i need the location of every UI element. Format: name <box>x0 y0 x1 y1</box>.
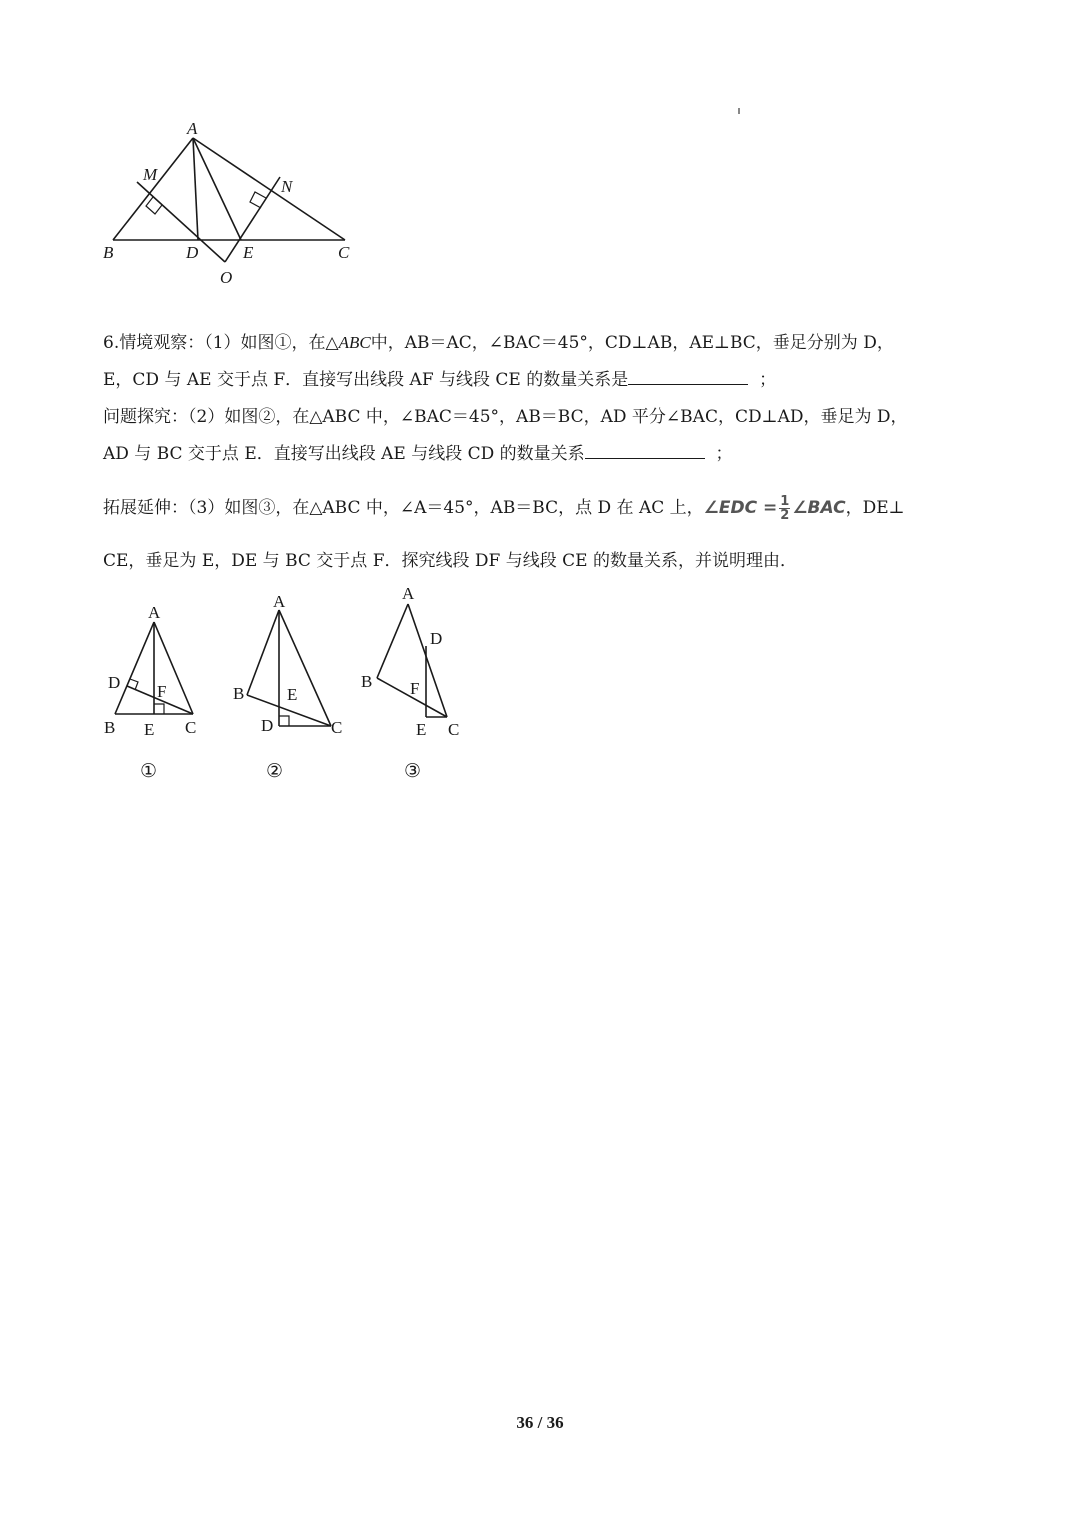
fig3-label-F: F <box>410 679 420 698</box>
fig2-label-C: C <box>331 718 343 737</box>
fig1-AB <box>115 622 154 714</box>
frac-den: 2 <box>780 508 790 523</box>
problem-line-3 <box>103 403 983 431</box>
problem-line-5 <box>103 494 983 522</box>
line6-text: CE，垂足为 E，DE 与 BC 交于点 F．探究线段 DF 与线段 CE 的数量关系，并说明理由． <box>103 551 797 571</box>
problem-line-6 <box>103 547 983 575</box>
segment-AC <box>193 138 345 240</box>
fig2-label-E: E <box>287 685 298 704</box>
fig3-label-D: D <box>430 629 443 648</box>
right-angle-N <box>250 192 266 208</box>
line4-end: ； <box>715 444 733 464</box>
fig3-label-A: A <box>402 584 415 603</box>
line4-text: AD 与 BC 交于点 E．直接写出线段 AE 与线段 CD 的数量关系 <box>103 444 585 464</box>
label-B: B <box>103 243 114 262</box>
caption-fig-2: ② <box>266 760 284 782</box>
answer-blank-2[interactable] <box>585 440 705 459</box>
fig1-label-E: E <box>144 720 155 739</box>
fig3-AC <box>408 604 447 717</box>
fig1-label-A: A <box>148 603 161 622</box>
fig3-label-E: E <box>416 720 427 739</box>
line3-text: 问题探究：（2）如图②，在△ABC 中，∠BAC＝45°，AB＝BC，AD 平分∠BAC，CD⊥AD，垂足为 D， <box>103 407 908 427</box>
angle-EDC: ∠EDC = <box>703 498 778 518</box>
answer-blank-1[interactable] <box>628 366 748 385</box>
line5-text: 拓展延伸：（3）如图③，在△ABC 中，∠A＝45°，AB＝BC，点 D 在 AC 上， <box>103 498 704 518</box>
fig2-label-D: D <box>261 716 274 735</box>
line1-rest: 中，AB＝AC，∠BAC＝45°，CD⊥AB，AE⊥BC，垂足分别为 D， <box>370 333 894 353</box>
figure-3 <box>355 580 470 740</box>
problem-line-1 <box>103 329 983 357</box>
fig2-right-angle-D <box>279 716 289 726</box>
line1-prefix: 6.情境观察：（1）如图①，在△ <box>103 333 339 353</box>
fig2-label-B: B <box>233 684 245 703</box>
segment-AB <box>113 138 193 240</box>
frac-num: 1 <box>780 494 790 509</box>
line-MO <box>137 182 225 262</box>
label-E: E <box>243 243 254 262</box>
fig2-AB <box>247 610 279 695</box>
fig3-label-C: C <box>448 720 460 739</box>
label-A: A <box>187 119 198 138</box>
line1-tri: ABC <box>338 333 371 352</box>
fig1-label-F: F <box>157 682 167 701</box>
problem-line-4 <box>103 440 983 468</box>
line2-text: E，CD 与 AE 交于点 F．直接写出线段 AF 与线段 CE 的数量关系是 <box>103 370 629 390</box>
fig1-label-B: B <box>104 718 116 737</box>
right-angle-M <box>146 197 162 214</box>
line5-end: ，DE⊥ <box>845 498 905 518</box>
segment-AD <box>193 138 198 240</box>
fig1-right-angle-E <box>154 704 164 714</box>
figure-2 <box>225 590 355 740</box>
fig3-AB <box>377 604 408 678</box>
fig1-label-C: C <box>185 718 197 737</box>
problem-line-2 <box>103 366 983 394</box>
scan-mark <box>738 108 740 114</box>
page-number: 36 / 36 <box>516 1413 564 1432</box>
caption-fig-1: ① <box>140 760 158 782</box>
caption-fig-3: ③ <box>404 760 422 782</box>
fig3-label-B: B <box>361 672 373 691</box>
fig1-label-D: D <box>108 673 121 692</box>
line2-end: ； <box>759 370 777 390</box>
figure-top <box>95 120 375 295</box>
fig2-AC <box>279 610 331 726</box>
figure-1 <box>100 600 210 745</box>
label-C: C <box>338 243 350 262</box>
label-M: M <box>143 165 158 184</box>
label-N: N <box>281 177 293 196</box>
angle-BAC: ∠BAC <box>792 498 846 518</box>
label-O: O <box>220 268 233 287</box>
fraction-half <box>779 495 790 522</box>
label-D: D <box>186 243 199 262</box>
fig2-label-A: A <box>273 592 286 611</box>
